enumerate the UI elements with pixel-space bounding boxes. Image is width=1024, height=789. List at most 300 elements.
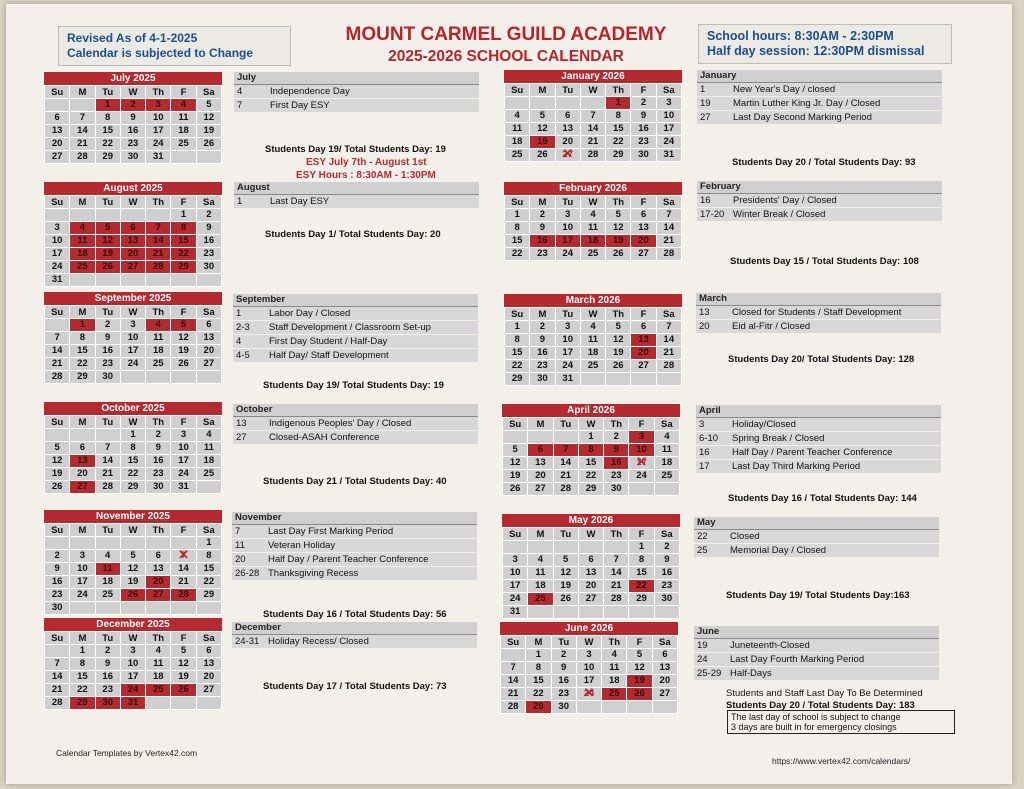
day-cell: 23 bbox=[604, 470, 629, 483]
event-date: 20 bbox=[699, 321, 710, 332]
day-cell: 23 bbox=[631, 136, 656, 149]
event-title: Presidents' Day / Closed bbox=[733, 195, 837, 206]
month-calendar bbox=[44, 182, 222, 287]
event-date: 22 bbox=[697, 531, 708, 542]
day-cell: 27 bbox=[578, 593, 603, 606]
day-cell: 12 bbox=[171, 332, 196, 345]
weekday-label: Su bbox=[501, 636, 526, 649]
weekday-label: F bbox=[629, 528, 654, 541]
event-row bbox=[694, 667, 939, 681]
event-date: 4 bbox=[236, 336, 242, 347]
day-cell: 3 bbox=[120, 319, 145, 332]
event-row bbox=[697, 83, 942, 97]
day-cell: 23 bbox=[95, 358, 120, 371]
event-date: 27 bbox=[236, 432, 247, 443]
empty-cell bbox=[120, 602, 145, 615]
day-cell: 28 bbox=[656, 248, 681, 261]
empty-cell bbox=[629, 483, 654, 496]
day-cell: 15 bbox=[196, 563, 221, 576]
day-cell: 8 bbox=[505, 334, 530, 347]
day-cell: 15 bbox=[526, 675, 551, 688]
weekday-label: Th bbox=[606, 84, 631, 97]
events-list bbox=[232, 622, 477, 649]
events-month-heading: July bbox=[234, 72, 479, 85]
events-month-heading: September bbox=[233, 294, 478, 307]
weekday-label: Sa bbox=[196, 524, 221, 537]
event-row bbox=[233, 321, 478, 335]
empty-cell bbox=[45, 209, 70, 222]
day-cell: 25 bbox=[528, 593, 553, 606]
day-cell: 10 bbox=[171, 442, 196, 455]
weekday-label: Tu bbox=[95, 196, 120, 209]
day-cell: 28 bbox=[580, 149, 605, 162]
event-row bbox=[696, 320, 941, 334]
day-cell: 22 bbox=[120, 468, 145, 481]
day-cell: 27 bbox=[70, 481, 95, 494]
day-cell: 9 bbox=[95, 332, 120, 345]
day-cell: 28 bbox=[95, 481, 120, 494]
day-cell: 19 bbox=[606, 235, 631, 248]
day-cell: 25 bbox=[580, 360, 605, 373]
day-cell: 22 bbox=[171, 248, 196, 261]
empty-cell bbox=[70, 274, 95, 287]
day-cell: 2 bbox=[530, 209, 555, 222]
day-cell: 18 bbox=[196, 455, 221, 468]
day-cell: 6 bbox=[631, 321, 656, 334]
empty-cell bbox=[528, 606, 553, 619]
day-cell: 11 bbox=[196, 442, 221, 455]
event-date: 7 bbox=[235, 526, 241, 537]
day-cell: 8 bbox=[70, 332, 95, 345]
total-april: Students Day 16 / Total Students Day: 144 bbox=[728, 493, 917, 504]
day-cell: 3 bbox=[45, 222, 70, 235]
weekday-label: Su bbox=[503, 528, 528, 541]
day-cell: 10 bbox=[503, 567, 528, 580]
weekday-label: Th bbox=[146, 632, 171, 645]
day-cell: 16 bbox=[45, 576, 70, 589]
day-cell: 11 bbox=[146, 658, 171, 671]
events-list bbox=[234, 72, 479, 113]
day-cell: 9 bbox=[120, 112, 145, 125]
day-cell: 19 bbox=[196, 125, 221, 138]
day-cell: 10 bbox=[146, 112, 171, 125]
weekday-label: Tu bbox=[555, 308, 580, 321]
event-row bbox=[232, 553, 477, 567]
day-cell: 17 bbox=[146, 125, 171, 138]
event-title: Staff Development / Classroom Set-up bbox=[269, 322, 431, 333]
day-cell: 24 bbox=[629, 470, 654, 483]
day-cell: 28 bbox=[146, 261, 171, 274]
event-title: First Day ESY bbox=[270, 100, 330, 111]
month-calendar bbox=[504, 294, 682, 386]
day-cell: 10 bbox=[70, 563, 95, 576]
event-title: Thanksgiving Recess bbox=[268, 568, 359, 579]
day-cell: 20 bbox=[528, 470, 553, 483]
day-cell: 18 bbox=[505, 136, 530, 149]
events-month-heading: August bbox=[234, 182, 479, 195]
day-cell: 22 bbox=[578, 470, 603, 483]
day-cell: 5 bbox=[171, 645, 196, 658]
empty-cell bbox=[146, 537, 171, 550]
day-cell: 7 bbox=[656, 321, 681, 334]
weekday-label: M bbox=[70, 196, 95, 209]
day-cell: 13 bbox=[120, 235, 145, 248]
day-cell: 2 bbox=[654, 541, 679, 554]
events-list bbox=[694, 517, 939, 558]
day-cell: 11 bbox=[580, 334, 605, 347]
empty-cell bbox=[629, 606, 654, 619]
event-title: Last Day Fourth Marking Period bbox=[730, 654, 865, 665]
day-cell: 26 bbox=[120, 589, 145, 602]
events-list bbox=[233, 404, 478, 445]
day-cell: 20 bbox=[631, 235, 656, 248]
total-june: Students Day 20 / Total Students Day: 183 bbox=[726, 700, 915, 711]
day-cell: 8 bbox=[606, 110, 631, 123]
day-cell: 29 bbox=[526, 701, 551, 714]
empty-cell bbox=[196, 697, 221, 710]
day-cell: 12 bbox=[95, 235, 120, 248]
event-title: Independence Day bbox=[270, 86, 350, 97]
weekday-label: F bbox=[171, 86, 196, 99]
event-date: 19 bbox=[700, 98, 711, 109]
weekday-label: F bbox=[627, 636, 652, 649]
day-cell: 3 bbox=[171, 429, 196, 442]
weekday-label: W bbox=[120, 86, 145, 99]
event-title: Martin Luther King Jr. Day / Closed bbox=[733, 98, 881, 109]
day-cell: 1 bbox=[70, 645, 95, 658]
event-row bbox=[694, 530, 939, 544]
day-cell: 1 bbox=[120, 429, 145, 442]
day-cell: 30 bbox=[530, 373, 555, 386]
day-cell: 12 bbox=[503, 457, 528, 470]
day-cell: 1 bbox=[70, 319, 95, 332]
total-february: Students Day 15 / Total Students Day: 108 bbox=[730, 256, 919, 267]
empty-cell bbox=[45, 537, 70, 550]
event-title: Last Day ESY bbox=[270, 196, 330, 207]
month-calendar bbox=[502, 514, 680, 619]
weekday-label: M bbox=[70, 306, 95, 319]
day-cell: 15 bbox=[95, 125, 120, 138]
weekday-label: F bbox=[171, 416, 196, 429]
day-cell: 21 bbox=[553, 470, 578, 483]
weekday-label: F bbox=[629, 418, 654, 431]
day-cell: 21 bbox=[656, 347, 681, 360]
day-cell: 25 bbox=[505, 149, 530, 162]
day-cell: 11 bbox=[171, 112, 196, 125]
day-cell: 9 bbox=[196, 222, 221, 235]
total-august: Students Day 1/ Total Students Day: 20 bbox=[265, 229, 441, 240]
day-cell: 16 bbox=[196, 235, 221, 248]
month-header: September 2025 bbox=[44, 292, 222, 305]
events-month-heading: February bbox=[697, 181, 942, 194]
day-cell: 7 bbox=[70, 112, 95, 125]
events-month-heading: November bbox=[232, 512, 477, 525]
empty-cell bbox=[654, 606, 679, 619]
day-cell: 27 bbox=[45, 151, 70, 164]
empty-cell bbox=[70, 209, 95, 222]
weekday-label: M bbox=[530, 308, 555, 321]
event-date: 25 bbox=[697, 545, 708, 556]
footer-credit: Calendar Templates by Vertex42.com bbox=[56, 748, 198, 758]
day-cell: 12 bbox=[606, 334, 631, 347]
day-cell: 30 bbox=[654, 593, 679, 606]
empty-cell bbox=[553, 541, 578, 554]
school-hours-box bbox=[698, 24, 952, 64]
day-cell: 15 bbox=[629, 567, 654, 580]
weekday-label: Su bbox=[45, 632, 70, 645]
half-day-hours: Half day session: 12:30PM dismissal bbox=[707, 44, 925, 58]
day-cell: 28 bbox=[604, 593, 629, 606]
day-cell: 19 bbox=[171, 345, 196, 358]
weekday-label: Sa bbox=[656, 84, 681, 97]
day-cell: 12 bbox=[196, 112, 221, 125]
weekday-label: M bbox=[528, 418, 553, 431]
day-cell: 13 bbox=[652, 662, 677, 675]
day-cell: 26 bbox=[553, 593, 578, 606]
day-cell: 5 bbox=[530, 110, 555, 123]
day-cell: 19 bbox=[530, 136, 555, 149]
weekday-label: Tu bbox=[551, 636, 576, 649]
day-cell: 7 bbox=[580, 110, 605, 123]
day-cell: 17 bbox=[70, 576, 95, 589]
day-cell: 2 bbox=[530, 321, 555, 334]
day-cell: 1 bbox=[606, 97, 631, 110]
empty-cell bbox=[196, 371, 221, 384]
event-row bbox=[234, 195, 479, 209]
day-cell: 21 bbox=[146, 248, 171, 261]
event-title: Spring Break / Closed bbox=[732, 433, 825, 444]
day-cell: 20 bbox=[120, 248, 145, 261]
day-cell: 9 bbox=[654, 554, 679, 567]
empty-cell bbox=[505, 97, 530, 110]
event-row bbox=[694, 653, 939, 667]
day-cell: 30 bbox=[604, 483, 629, 496]
event-row bbox=[232, 539, 477, 553]
revised-date: Revised As of 4-1-2025 bbox=[67, 31, 198, 45]
day-cell: 18 bbox=[171, 125, 196, 138]
empty-cell bbox=[503, 541, 528, 554]
day-cell: 21 bbox=[501, 688, 526, 701]
day-cell: 26 bbox=[171, 358, 196, 371]
event-row bbox=[233, 431, 478, 445]
day-cell: 27 ✕ bbox=[555, 149, 580, 162]
day-cell: 18 bbox=[95, 576, 120, 589]
day-cell: 3 bbox=[656, 97, 681, 110]
day-cell: 9 bbox=[95, 658, 120, 671]
empty-cell bbox=[553, 431, 578, 444]
day-cell: 5 bbox=[606, 209, 631, 222]
empty-cell bbox=[45, 429, 70, 442]
event-title: New Year's Day / closed bbox=[733, 84, 836, 95]
event-title: Juneteenth-Closed bbox=[730, 640, 810, 651]
weekday-label: Su bbox=[45, 306, 70, 319]
weekday-label: F bbox=[631, 196, 656, 209]
event-date: 20 bbox=[235, 554, 246, 565]
weekday-label: F bbox=[631, 308, 656, 321]
weekday-label: Su bbox=[45, 86, 70, 99]
day-cell: 1 bbox=[578, 431, 603, 444]
event-title: Eid al-Fitr / Closed bbox=[732, 321, 811, 332]
event-row bbox=[694, 639, 939, 653]
day-cell: 17 bbox=[656, 123, 681, 136]
weekday-label: F bbox=[171, 632, 196, 645]
weekday-label: M bbox=[530, 84, 555, 97]
event-row bbox=[233, 417, 478, 431]
day-cell: 23 bbox=[95, 684, 120, 697]
day-cell: 8 bbox=[171, 222, 196, 235]
empty-cell bbox=[95, 274, 120, 287]
day-cell: 6 bbox=[555, 110, 580, 123]
event-row bbox=[233, 307, 478, 321]
day-cell: 21 bbox=[45, 684, 70, 697]
day-cell: 30 bbox=[196, 261, 221, 274]
day-cell: 22 bbox=[95, 138, 120, 151]
day-cell: 17 bbox=[555, 235, 580, 248]
month-calendar bbox=[44, 402, 222, 494]
day-cell: 18 bbox=[654, 457, 679, 470]
day-cell: 13 bbox=[196, 332, 221, 345]
weekday-label: Tu bbox=[95, 416, 120, 429]
day-cell: 23 bbox=[654, 580, 679, 593]
day-cell: 4 bbox=[196, 429, 221, 442]
event-row bbox=[232, 525, 477, 539]
day-cell: 3 bbox=[503, 554, 528, 567]
day-cell: 6 bbox=[652, 649, 677, 662]
day-cell: 17 bbox=[120, 345, 145, 358]
total-november: Students Day 16 / Total Students Day: 56 bbox=[263, 609, 447, 620]
day-cell: 19 bbox=[606, 347, 631, 360]
day-cell: 10 bbox=[45, 235, 70, 248]
day-cell: 6 bbox=[578, 554, 603, 567]
day-cell: 1 bbox=[629, 541, 654, 554]
day-cell: 14 bbox=[656, 222, 681, 235]
empty-cell bbox=[501, 649, 526, 662]
day-cell: 11 bbox=[602, 662, 627, 675]
day-cell: 28 bbox=[45, 697, 70, 710]
empty-cell bbox=[604, 606, 629, 619]
month-calendar bbox=[44, 292, 222, 384]
change-notice: Calendar is subjected to Change bbox=[67, 46, 254, 60]
day-cell: 18 bbox=[580, 235, 605, 248]
weekday-label: Sa bbox=[196, 416, 221, 429]
last-day-notice bbox=[727, 710, 955, 734]
empty-cell bbox=[95, 429, 120, 442]
day-cell: 8 bbox=[70, 658, 95, 671]
month-header: July 2025 bbox=[44, 72, 222, 85]
empty-cell bbox=[171, 602, 196, 615]
day-cell: 25 bbox=[95, 589, 120, 602]
empty-cell bbox=[580, 97, 605, 110]
day-cell: 31 bbox=[555, 373, 580, 386]
day-cell: 15 bbox=[505, 347, 530, 360]
event-row bbox=[696, 460, 941, 474]
day-cell: 20 bbox=[555, 136, 580, 149]
event-title: Closed for Students / Staff Development bbox=[732, 307, 902, 318]
events-list bbox=[696, 293, 941, 334]
event-date: 7 bbox=[237, 100, 243, 111]
empty-cell bbox=[171, 151, 196, 164]
total-july: Students Day 19/ Total Students Day: 19 bbox=[265, 144, 446, 155]
weekday-label: Th bbox=[146, 86, 171, 99]
day-cell: 30 bbox=[146, 481, 171, 494]
day-cell: 22 bbox=[196, 576, 221, 589]
events-month-heading: December bbox=[232, 622, 477, 635]
day-cell: 21 bbox=[580, 136, 605, 149]
day-cell: 5 bbox=[45, 442, 70, 455]
empty-cell bbox=[578, 606, 603, 619]
month-header: November 2025 bbox=[44, 510, 222, 523]
day-cell: 14 bbox=[171, 563, 196, 576]
day-cell: 9 bbox=[45, 563, 70, 576]
event-title: Memorial Day / Closed bbox=[730, 545, 827, 556]
day-cell: 26 bbox=[45, 481, 70, 494]
day-cell: 1 bbox=[526, 649, 551, 662]
day-cell: 8 bbox=[196, 550, 221, 563]
weekday-label: Th bbox=[606, 196, 631, 209]
weekday-label: Su bbox=[45, 196, 70, 209]
footer-url[interactable]: https://www.vertex42.com/calendars/ bbox=[772, 756, 911, 766]
event-date: 11 bbox=[235, 540, 245, 551]
day-cell: 1 bbox=[95, 99, 120, 112]
day-cell: 6 bbox=[70, 442, 95, 455]
day-cell: 10 bbox=[555, 222, 580, 235]
event-date: 6-10 bbox=[699, 433, 719, 444]
day-cell: 17 bbox=[171, 455, 196, 468]
day-cell: 4 bbox=[146, 645, 171, 658]
day-cell: 7 bbox=[45, 332, 70, 345]
esy-hours: ESY Hours : 8:30AM - 1:30PM bbox=[296, 170, 436, 181]
day-cell: 14 bbox=[553, 457, 578, 470]
weekday-label: Sa bbox=[656, 308, 681, 321]
day-cell: 13 bbox=[578, 567, 603, 580]
weekday-label: Th bbox=[146, 306, 171, 319]
event-row bbox=[234, 99, 479, 113]
total-may: Students Day 19/ Total Students Day:163 bbox=[726, 590, 910, 601]
day-cell: 14 bbox=[70, 125, 95, 138]
empty-cell bbox=[196, 274, 221, 287]
day-cell: 10 bbox=[120, 658, 145, 671]
day-cell: 2 bbox=[120, 99, 145, 112]
day-cell: 4 bbox=[171, 99, 196, 112]
day-cell: 16 bbox=[530, 347, 555, 360]
empty-cell bbox=[606, 373, 631, 386]
empty-cell bbox=[95, 602, 120, 615]
weekday-label: Tu bbox=[555, 84, 580, 97]
day-cell: 10 bbox=[629, 444, 654, 457]
event-title: Closed bbox=[730, 531, 760, 542]
day-cell: 22 bbox=[70, 684, 95, 697]
event-row bbox=[232, 635, 477, 649]
day-cell: 6 bbox=[146, 550, 171, 563]
page-title: MOUNT CARMEL GUILD ACADEMY bbox=[345, 24, 667, 45]
day-cell: 7 bbox=[656, 209, 681, 222]
weekday-label: W bbox=[120, 632, 145, 645]
weekday-label: F bbox=[171, 524, 196, 537]
day-cell: 16 bbox=[551, 675, 576, 688]
event-title: Closed-ASAH Conference bbox=[269, 432, 380, 443]
events-list bbox=[697, 70, 942, 125]
empty-cell bbox=[530, 97, 555, 110]
day-cell: 13 bbox=[146, 563, 171, 576]
event-row bbox=[232, 567, 477, 581]
empty-cell bbox=[627, 701, 652, 714]
day-cell: 4 bbox=[580, 209, 605, 222]
day-cell: 8 bbox=[526, 662, 551, 675]
day-cell: 27 bbox=[631, 360, 656, 373]
weekday-label: Sa bbox=[654, 528, 679, 541]
event-row bbox=[697, 111, 942, 125]
day-cell: 24 bbox=[171, 468, 196, 481]
